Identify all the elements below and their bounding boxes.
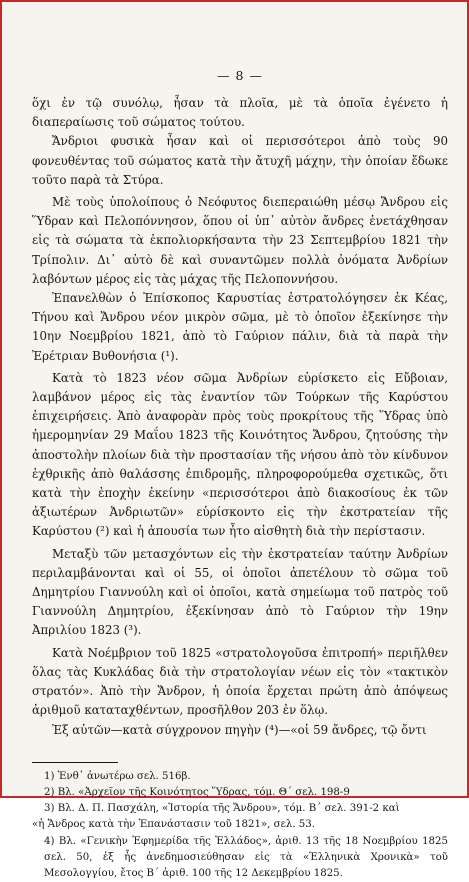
book-page [32, 2, 448, 882]
footnote-divider [32, 762, 118, 763]
paragraph-2: Ἄνδριοι φυσικὰ ἦσαν καὶ οἱ περισσότεροι ἀπὸ τοὺς 90 φονευθέντας τοῦ σώματος κατὰ τὴν ἄτυχῆ μάχην, τὴν ὁποίαν ἔδωκε τοῦτο παρὰ τὰ Στύρα. [32, 134, 448, 187]
paragraph-8: Ἐξ αὐτῶν—κατὰ σύγχρονον πηγὴν (⁴)—«οἱ 59 ἄνδρες, τῷ ὄντι [52, 722, 427, 737]
footnote-3: 3) Βλ. Δ. Π. Πασχάλη, «Ἱστορία τῆς Ἄνδρου», τόμ. Β΄ σελ. 391-2 καὶ [44, 803, 400, 815]
paragraph-5: Κατὰ τὸ 1823 νέον σῶμα Ἀνδρίων εὑρίσκετο εἰς Εὔβοιαν, λαμβάνον μέρος εἰς τὰς ἐναντίον τῶν Τούρκων τῆς Καρύστου ἐπιχειρήσεις. Ἀπὸ ἀναφορὰν πρὸς τοὺς προκρίτους τῆς Ὕδρας ὑπὸ ἡμερομηνίαν 29 Μαΐου 1823 τῆς Κοινότητος Ἄνδρου, ζητούσης τὴν ἀποστολὴν πλοίων διὰ τὴν προστασίαν τῆς νήσου ἀπὸ τὸν κίνδυνον ἐχθρικῆς ἀπὸ θαλάσσης ἐπιδρομῆς, πληροφορούμεθα σχετικῶς, ὅτι κατὰ τὴν ἐποχὴν ἐκείνην «περισσότεροι ἀπὸ διακοσίους ἐκ τῶν ἀξιωτέρων Ἀνδριωτῶν» εὑρίσκοντο εἰς τὴν ἐκστρατείαν τῆς Καρύστου (²) καὶ ἡ ἀπουσία των ἦτο αἰσθητὴ διὰ τὴν περίστασιν. [32, 370, 448, 539]
footnote-1: 1) Ἐνθ᾽ ἀνωτέρω σελ. 516β. [44, 770, 191, 782]
paragraph-1: ὅχι ἐν τῷ συνόλῳ, ἦσαν τὰ πλοῖα, μὲ τὰ ὁποῖα ἐγένετο ἡ διαπεραίωσις τοῦ σώματος τούτου. [32, 96, 448, 130]
footnote-4: 4) Βλ. «Γενικὴν Ἐφημερίδα τῆς Ἑλλάδος», ἀριθ. 13 τῆς 18 Νοεμβρίου 1825 σελ. 50, ἐξ ἧς ἀνεδημοσιεύθησαν εἰς τὰ «Ἑλληνικὰ Χρονικὰ» τοῦ Μεσολογγίου, ἔτος Β΄ ἀριθ. 100 τῆς 12 Δεκεμβρίου 1825. [44, 835, 448, 879]
footnotes [32, 769, 448, 882]
body-text [32, 94, 448, 740]
paragraph-3: Μὲ τοὺς ὑπολοίπους ὁ Νεόφυτος διεπεραιώθη μέσῳ Ἄνδρου εἰς Ὕδραν καὶ Πελοπόννησον, ὅπου οἱ ὑπ᾽ αὐτὸν ἄνδρες ἐνετάχθησαν εἰς τὰ σώματα τὰ ἐκπολιορκήσαντα τὴν 23 Σεπτεμβρίου 1821 τὴν Τρίπολιν. Δι᾽ αὐτὸ δὲ καὶ συναντῶμεν πολλὰ ὀνόματα Ἀνδρίων λαβόντων μέρος εἰς τὰς μάχας τῆς Πελοποννήσου. [32, 195, 448, 286]
paragraph-4: Ἐπανελθὼν ὁ Ἐπίσκοπος Καρυστίας ἐστρατολόγησεν ἐκ Κέας, Τήνου καὶ Ἄνδρου νέον μικρὸν σῶμα, μὲ τὸ ὁποῖον ἐξεκίνησε τὴν 10ην Νοεμβρίου 1821, ἀπὸ τὸ Γαύριον πάλιν, διὰ τὰ παρὰ τὴν Ἐρέτριαν Βυθονήσια (¹). [32, 291, 448, 363]
footnote-3-continued: «ἡ Ἄνδρος κατὰ τὴν Ἐπανάστασιν τοῦ 1821», σελ. 53. [32, 819, 316, 831]
page-number: — 8 — [217, 68, 263, 83]
paragraph-7: Κατὰ Νοέμβριον τοῦ 1825 «στρατολογοῦσα ἐπιτροπή» περιῆλθεν ὅλας τὰς Κυκλάδας διὰ τὴν στρατολογίαν νέων εἰς τὸν «τακτικὸν στρατόν». Ἀπὸ τὴν Ἄνδρον, ἡ ὁποία ἔρχεται πρώτη ἀπὸ ἀπόψεως ἀριθμοῦ καταταχθέντων, προσῆλθον 203 ἐν ὅλῳ. [32, 645, 448, 718]
footnote-2: 2) Βλ. «Ἀρχεῖον τῆς Κοινότητος Ὕδρας, τόμ. Θ΄ σελ. 198-9 [44, 786, 350, 798]
paragraph-6: Μεταξὺ τῶν μετασχόντων εἰς τὴν ἐκστρατείαν ταύτην Ἀνδρίων περιλαμβάνονται καὶ οἱ 55, οἱ ὁποῖοι ἀπετέλουν τὸ σῶμα τοῦ Δημητρίου Γιαννούλη καὶ οἱ ὁποῖοι, κατὰ σημείωμα τοῦ πατρὸς τοῦ Γιαννούλη Δημητρίου, ἐξεκίνησαν ἀπὸ τὸ Γαύριον τὴν 19ην Ἀπριλίου 1823 (³). [32, 546, 448, 638]
